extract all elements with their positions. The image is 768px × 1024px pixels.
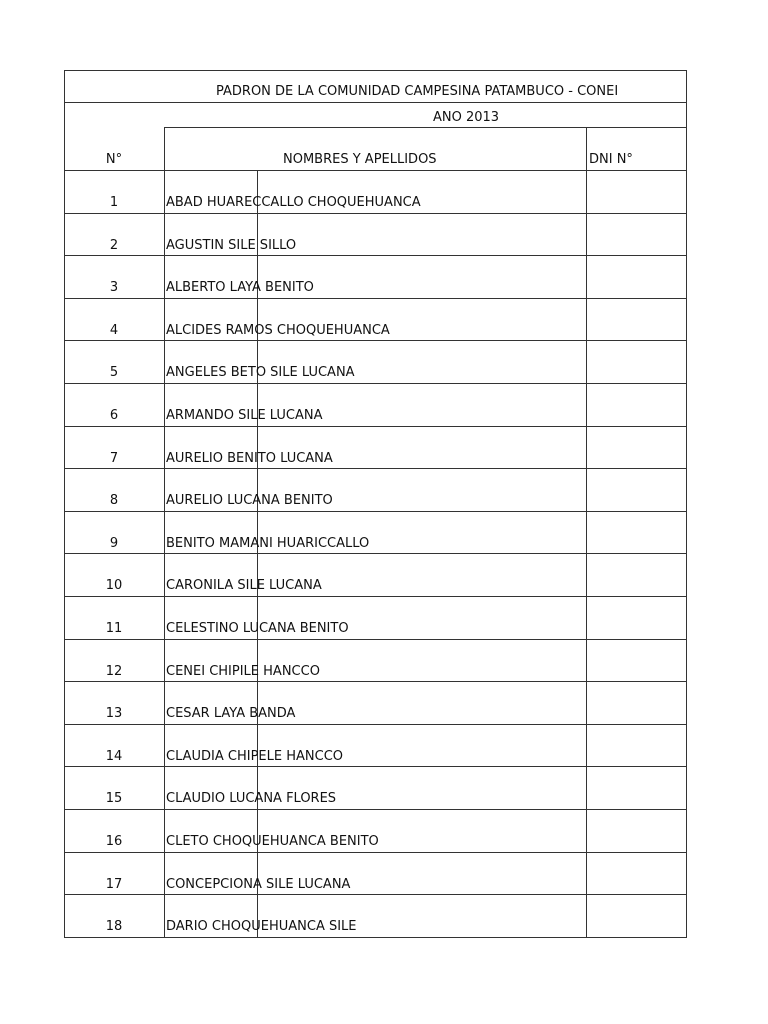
row-number: 10 [105, 578, 123, 594]
row-number: 4 [109, 322, 119, 338]
row-name: BENITO MAMANI HUARICCALLO [166, 535, 370, 551]
row-number: 12 [105, 663, 123, 679]
row-border [64, 213, 687, 214]
row-name: CLAUDIA CHIPELE HANCCO [166, 748, 344, 764]
row-border [64, 852, 687, 853]
document-year: AÑO 2013 [433, 110, 500, 125]
row-number: 8 [109, 493, 119, 509]
title-row-border [64, 102, 687, 103]
row-border [64, 809, 687, 810]
row-number: 2 [109, 237, 119, 253]
row-number: 9 [109, 535, 119, 551]
row-border [64, 511, 687, 512]
header-num: N° [105, 152, 123, 167]
row-number: 5 [109, 365, 119, 381]
row-border [64, 937, 687, 938]
row-border [64, 596, 687, 597]
row-number: 13 [105, 706, 123, 722]
row-border [64, 298, 687, 299]
row-name: AGUSTIN SILE SILLO [166, 237, 297, 253]
header-name: NOMBRES Y APELLIDOS [283, 152, 437, 167]
row-name: ARMANDO SILE LUCANA [166, 408, 323, 423]
header-row-border [64, 170, 687, 171]
row-number: 18 [105, 919, 123, 935]
row-border [64, 383, 687, 384]
row-name: DARIO CHOQUEHUANCA SILE [166, 919, 357, 935]
row-name: ALBERTO LAYA BENITO [166, 280, 314, 296]
row-name: CELESTINO LUCANA BENITO [166, 621, 349, 636]
name-column-border [586, 127, 587, 938]
row-number: 15 [105, 791, 123, 807]
num-column-border [164, 127, 165, 938]
row-border [64, 426, 687, 427]
row-number: 11 [105, 621, 123, 636]
row-name: ANGELES BETO SILE LUCANA [166, 365, 355, 381]
row-number: 17 [105, 876, 123, 892]
table-top-border [64, 70, 687, 71]
row-name: ALCIDES RAMOS CHOQUEHUANCA [166, 322, 390, 338]
row-border [64, 553, 687, 554]
year-row-border [164, 127, 687, 128]
row-number: 1 [109, 195, 119, 210]
document-title: PADRON DE LA COMUNIDAD CAMPESINA PATAMBUCO - CONEI [216, 84, 619, 99]
row-number: 3 [109, 280, 119, 296]
header-dni: DNI N° [589, 152, 633, 167]
row-border [64, 681, 687, 682]
row-name: ABAD HUARECCALLO CHOQUEHUANCA [166, 195, 421, 210]
row-name: CARONILA SILE LUCANA [166, 578, 322, 594]
row-name: CENEI CHIPILE HANCCO [166, 663, 320, 679]
row-number: 16 [105, 834, 123, 849]
row-number: 7 [109, 450, 119, 466]
row-number: 6 [109, 408, 119, 423]
row-border [64, 255, 687, 256]
dni-column-border [686, 70, 687, 938]
row-border [64, 340, 687, 341]
row-name: CLETO CHOQUEHUANCA BENITO [166, 834, 379, 849]
row-number: 14 [105, 748, 123, 764]
row-name: CESAR LAYA BANDA [166, 706, 296, 722]
row-border [64, 766, 687, 767]
row-name: CLAUDIO LUCANA FLORES [166, 791, 337, 807]
row-border [64, 894, 687, 895]
row-name: AURELIO BENITO LUCANA [166, 450, 333, 466]
row-border [64, 724, 687, 725]
row-name: AURELIO LUCANA BENITO [166, 493, 333, 509]
row-border [64, 468, 687, 469]
row-name: CONCEPCIONA SILE LUCANA [166, 876, 351, 892]
row-border [64, 639, 687, 640]
